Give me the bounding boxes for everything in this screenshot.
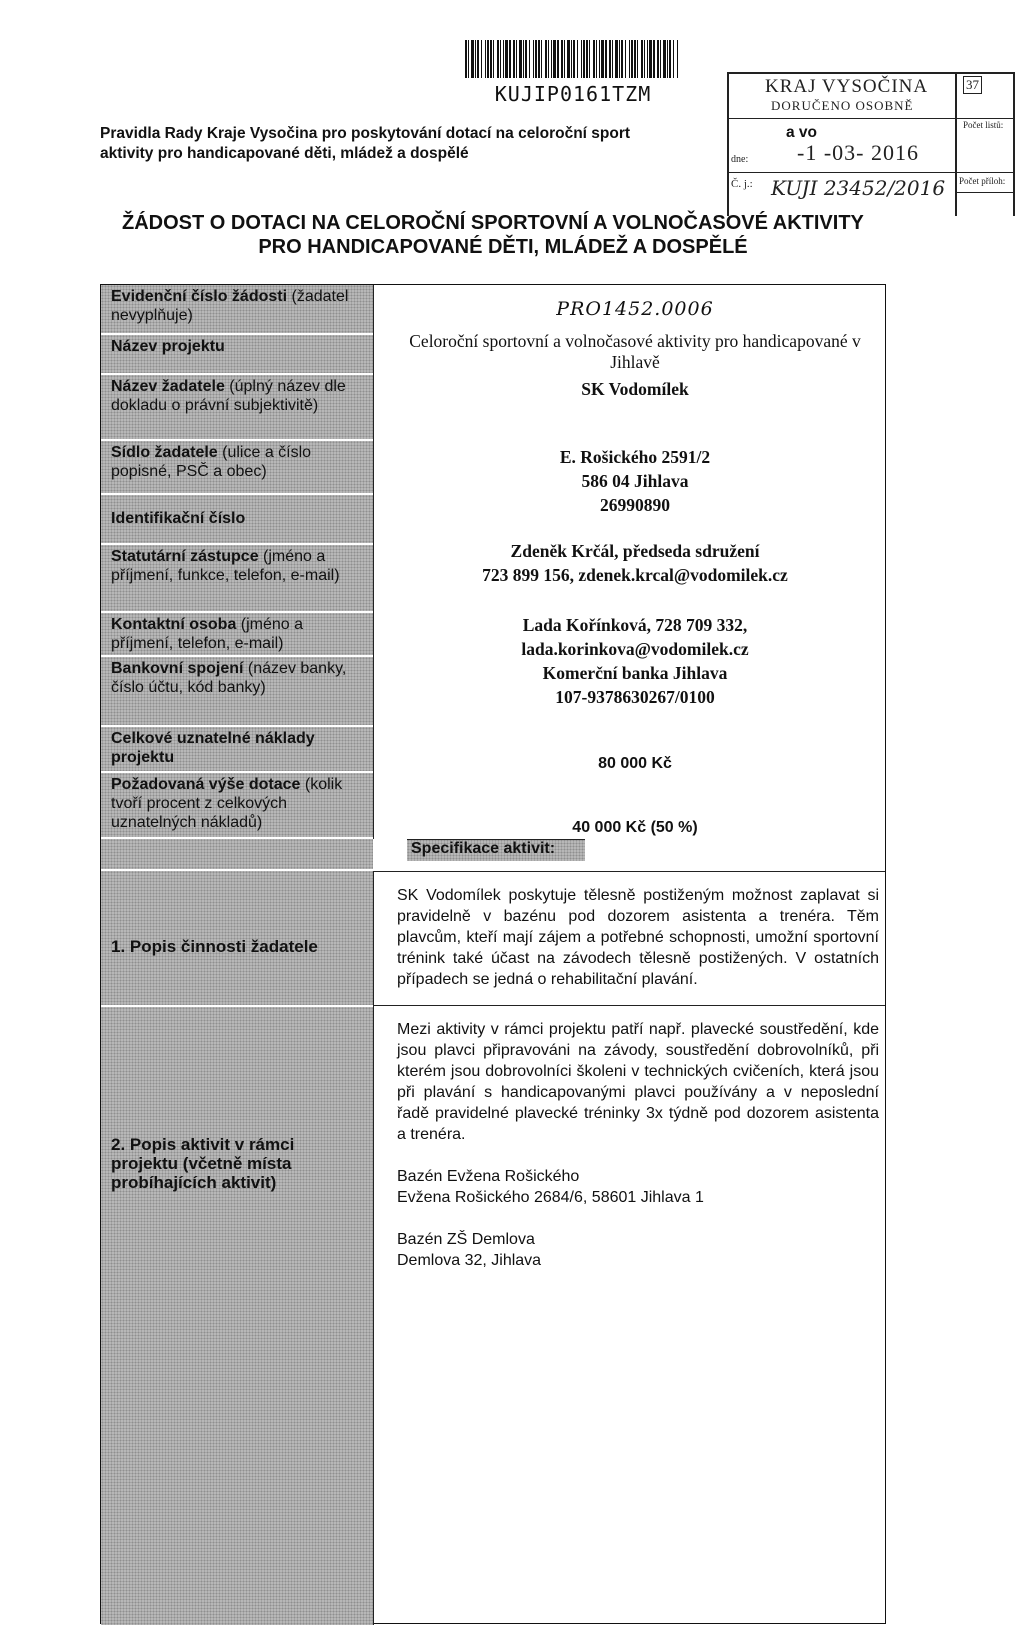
barcode-bars [465, 40, 681, 78]
form-title-line-2: PRO HANDICAPOVANÉ DĚTI, MLÁDEŽ A DOSPĚLÉ [258, 236, 748, 258]
label-contact-person: Kontaktní osoba (jméno a příjmení, telefon, e-mail) [101, 613, 373, 655]
spec-heading: Specifikace aktivit: [407, 839, 585, 861]
venue-1-address: Evžena Rošického 2684/6, 58601 Jihlava 1 [397, 1189, 704, 1206]
form-title-line-1: ŽÁDOST O DOTACI NA CELOROČNÍ SPORTOVNÍ A VOLNOČASOVÉ AKTIVITY [122, 212, 864, 234]
address-street-value: E. Rošického 2591/2 [559, 447, 711, 467]
address-city-value: 586 04 Jihlava [581, 471, 689, 491]
rules-line-1: Pravidla Rady Kraje Vysočina pro poskytování dotací na celoroční sport [100, 125, 631, 142]
stamp-ref-label: Č. j.: [731, 178, 753, 190]
stamp-date-value: -1 -03- 2016 [797, 140, 919, 165]
label-requested-subsidy: Požadovaná výše dotace (kolik tvoří procent z celkových uznatelných nákladů) [101, 773, 373, 837]
requested-subsidy-value: 40 000 Kč (50 %) [572, 819, 698, 836]
section-2-description [397, 1019, 879, 1271]
bank-name-value: Komerční banka Jihlava [542, 663, 728, 683]
bank-account-value: 107-9378630267/0100 [555, 687, 715, 707]
rules-line-1-continued: a vo [786, 124, 818, 141]
label-total-costs: Celkové uznatelné náklady projektu [101, 727, 373, 771]
total-costs-value: 80 000 Kč [598, 755, 672, 772]
applicant-name-value: SK Vodomílek [581, 379, 689, 399]
label-section-2: 2. Popis aktivit v rámci projektu (včetně místa probíhajících aktivit) [101, 1007, 373, 1625]
stamp-org: KRAJ VYSOČINA [765, 76, 929, 97]
stamp-sheets-count: 37 [963, 76, 982, 94]
label-statutory-representative: Statutární zástupce (jméno a příjmení, funkce, telefon, e-mail) [101, 545, 373, 611]
statutory-contact-value: 723 899 156, zdenek.krcal@vodomilek.cz [482, 565, 788, 585]
label-spec-spacer [101, 839, 373, 869]
label-registration-number: Evidenční číslo žádosti (žadatel nevyplňuje) [101, 285, 373, 333]
application-form-table [100, 284, 886, 1624]
label-identification-number: Identifikační číslo [101, 495, 373, 543]
project-name-value: Celoroční sportovní a volnočasové aktivity pro handicapované v Jihlavě [409, 331, 861, 372]
registration-number-value: PRO1452.0006 [556, 298, 714, 320]
barcode [465, 40, 681, 78]
contact-person-value: Lada Kořínková, 728 709 332, [522, 615, 748, 635]
stamp-sheets-label: Počet listů: [963, 120, 1004, 130]
label-project-name: Název projektu [101, 335, 373, 373]
stamp-attachments-label: Počet příloh: [959, 176, 1006, 186]
venue-2-address: Demlova 32, Jihlava [397, 1252, 542, 1269]
rules-heading [100, 124, 740, 164]
statutory-name-value: Zdeněk Krčál, předseda sdružení [510, 541, 760, 561]
venue-2-name: Bazén ZŠ Demlova [397, 1231, 535, 1248]
section-1-description: SK Vodomílek poskytuje tělesně postiženým možnost zaplavat si pravidelně v bazénu pod dozorem asistenta a trenéra. Těm plavcům, kteří mají zájem a potřebné schopnosti, umožní sportovní trénink také účast na závodech tělesně postižených. V ostatních případech se jedná o rehabilitační plavání. [397, 887, 879, 988]
registry-stamp [727, 72, 1015, 216]
rules-line-2: aktivity pro handicapované děti, mládež a dospělé [100, 145, 469, 162]
section-2-activities: Mezi aktivity v rámci projektu patří např. plavecké soustředění, kde jsou plavci připravováni na závody, soustředění dobrovolníků, při kterém jsou dobrovolníci školeni v technických cvičeních, která jsou při plavání s handicapovanými plavci používány a v neposlední řadě pravidelné plavecké tréninky 3x týdně pod dozorem asistenta a trenéra. [397, 1021, 879, 1143]
stamp-ref-value: KUJI 23452/2016 [771, 176, 946, 200]
stamp-date-label: dne: [731, 154, 749, 165]
label-bank-account: Bankovní spojení (název banky, číslo účtu, kód banky) [101, 657, 373, 725]
barcode-text: KUJIP0161TZM [494, 82, 652, 106]
label-section-1: 1. Popis činnosti žadatele [101, 871, 373, 1005]
label-applicant-address: Sídlo žadatele (ulice a číslo popisné, PSČ a obec) [101, 441, 373, 493]
venue-1-name: Bazén Evžena Rošického [397, 1168, 580, 1185]
label-applicant-name: Název žadatele (úplný název dle dokladu o právní subjektivitě) [101, 375, 373, 439]
identification-number-value: 26990890 [600, 495, 670, 515]
contact-email-value: lada.korinkova@vodomilek.cz [521, 639, 749, 659]
stamp-delivered: DORUČENO OSOBNĚ [771, 98, 914, 113]
